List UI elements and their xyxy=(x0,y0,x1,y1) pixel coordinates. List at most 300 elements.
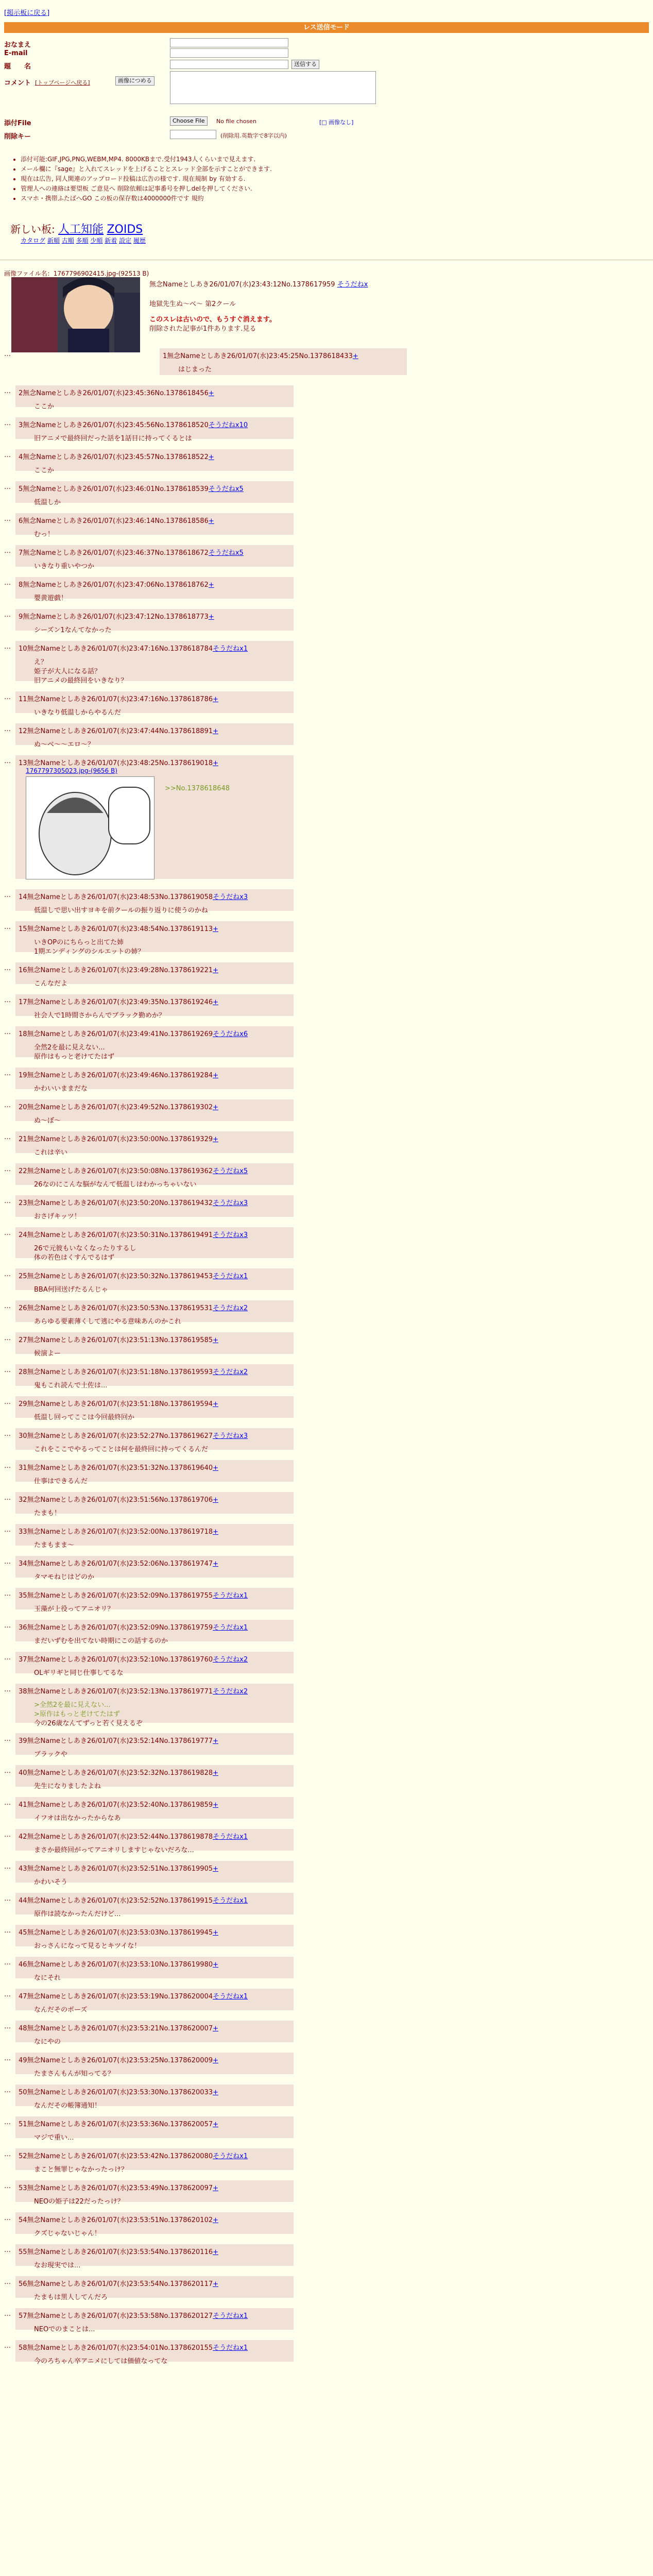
reply-name: 無念Nameとしあき xyxy=(27,2184,87,2192)
sodane-button[interactable]: + xyxy=(213,1072,219,1079)
reply-marker: … xyxy=(4,611,11,619)
reply-number: 28 xyxy=(19,1368,27,1376)
sodane-button[interactable]: そうだねx1 xyxy=(213,645,248,653)
sodane-button[interactable]: + xyxy=(213,2216,219,2224)
reply-line: 26なのにこんな脳がなんて低温しはわかっちゃいない xyxy=(34,1181,197,1189)
reply-marker: … xyxy=(4,1366,11,1374)
reply-timestamp[interactable]: 26/01/07(水)23:52:13No.1378619771 xyxy=(87,1688,213,1696)
reply-header xyxy=(19,2246,290,2256)
reply-body xyxy=(34,740,290,750)
reply-body xyxy=(34,2070,290,2079)
reply-timestamp[interactable]: 26/01/07(水)23:51:18No.1378619593 xyxy=(87,1368,213,1376)
reply-marker: … xyxy=(4,2246,11,2254)
sodane-button[interactable]: + xyxy=(208,613,214,621)
reply-number: 1 xyxy=(163,352,167,360)
reply-body xyxy=(34,466,290,476)
sodane-button[interactable]: + xyxy=(213,2089,219,2096)
sodane-button[interactable]: + xyxy=(213,998,219,1006)
reply-number: 15 xyxy=(19,925,27,933)
reply-marker: … xyxy=(4,2310,11,2318)
sodane-button[interactable]: + xyxy=(208,389,214,397)
sort-few-link[interactable]: 少順 xyxy=(90,237,103,244)
reply-body xyxy=(34,708,290,718)
reply-header xyxy=(19,2278,290,2288)
reply-number: 35 xyxy=(19,1592,27,1600)
sodane-button[interactable]: そうだねx5 xyxy=(213,1167,248,1175)
sodane-button[interactable]: + xyxy=(213,2280,219,2288)
reply-line: おっさんになって見るとキツイな！ xyxy=(34,1942,141,1950)
reply-timestamp[interactable]: 26/01/07(水)23:47:16No.1378618786 xyxy=(87,696,213,703)
reply-post xyxy=(15,513,294,538)
reply-post xyxy=(15,889,294,914)
reply-body xyxy=(34,2293,290,2302)
reply-name: 無念Nameとしあき xyxy=(27,1464,87,1472)
reply-marker: … xyxy=(4,1197,11,1205)
sodane-button[interactable]: そうだねx3 xyxy=(213,893,248,901)
reply-timestamp[interactable]: 26/01/07(水)23:51:56No.1378619706 xyxy=(87,1496,213,1504)
reply-line: BBA何回送げたるんじゃ xyxy=(34,1286,108,1294)
sodane-button[interactable]: + xyxy=(213,2057,219,2064)
reply-post xyxy=(15,1588,294,1613)
reply-timestamp[interactable]: 26/01/07(水)23:45:57No.1378618522 xyxy=(82,453,209,461)
sodane-button[interactable]: そうだねx6 xyxy=(213,1030,248,1038)
reply-name: 無念Nameとしあき xyxy=(27,1656,87,1664)
reply-timestamp[interactable]: 26/01/07(水)23:50:31No.1378619491 xyxy=(87,1231,213,1239)
reply-timestamp[interactable]: 26/01/07(水)23:51:13No.1378619585 xyxy=(87,1336,213,1344)
reply-timestamp[interactable]: 26/01/07(水)23:52:09No.1378619759 xyxy=(87,1624,213,1632)
sodane-button[interactable]: + xyxy=(213,2248,219,2256)
reply-post xyxy=(15,1099,294,1125)
reply-number: 17 xyxy=(19,998,27,1006)
reply-body xyxy=(34,1244,290,1263)
reply-body xyxy=(34,1750,290,1759)
reply-header xyxy=(19,2214,290,2224)
reply-line: 体の若色はくすんでるはず xyxy=(34,1254,115,1262)
reply-number: 20 xyxy=(19,1104,27,1111)
reply-header xyxy=(19,1494,290,1504)
reply-timestamp[interactable]: 26/01/07(水)23:50:20No.1378619432 xyxy=(87,1199,213,1207)
reply-timestamp[interactable]: 26/01/07(水)23:52:51No.1378619905 xyxy=(87,1865,213,1873)
reply-body xyxy=(34,1974,290,1983)
reply-line: 低温しか xyxy=(34,499,61,506)
reply-name: 無念Nameとしあき xyxy=(27,2248,87,2256)
reply-timestamp[interactable]: 26/01/07(水)23:46:14No.1378618586 xyxy=(82,517,209,525)
reply-timestamp[interactable]: 26/01/07(水)23:52:06No.1378619747 xyxy=(87,1560,213,1568)
reply-body xyxy=(34,1814,290,1823)
reply-marker: … xyxy=(4,1070,11,1077)
reply-line: 低温しで思い出すヨキを前クールの振り返りに使うのかね xyxy=(34,907,208,914)
reply-body xyxy=(34,1445,290,1454)
reply-body xyxy=(34,594,290,603)
reply-timestamp[interactable]: 26/01/07(水)23:52:32No.1378619828 xyxy=(87,1769,213,1777)
reply-timestamp[interactable]: 26/01/07(水)23:50:32No.1378619453 xyxy=(87,1273,213,1280)
reply-name: 無念Nameとしあき xyxy=(27,2312,87,2320)
reply-body xyxy=(34,2006,290,2015)
reply-name: 無念Nameとしあき xyxy=(27,1929,87,1937)
reply-number: 54 xyxy=(19,2216,27,2224)
reply-marker: … xyxy=(4,1558,11,1566)
reply-timestamp[interactable]: 26/01/07(水)23:53:54No.1378620117 xyxy=(87,2280,213,2288)
recent-link[interactable]: 新着 xyxy=(105,237,117,244)
reply-timestamp[interactable]: 26/01/07(水)23:53:03No.1378619945 xyxy=(87,1929,213,1937)
sodane-button[interactable]: + xyxy=(213,1464,219,1472)
sodane-button[interactable]: + xyxy=(213,967,219,974)
reply-post xyxy=(15,385,294,411)
sodane-button[interactable]: そうだねx2 xyxy=(213,1688,248,1696)
reply-number: 26 xyxy=(19,1304,27,1312)
reply-header xyxy=(19,2023,290,2032)
reply-timestamp[interactable]: 26/01/07(水)23:46:01No.1378618539 xyxy=(82,485,209,493)
reply-timestamp[interactable]: 26/01/07(水)23:53:51No.1378620102 xyxy=(87,2216,213,2224)
sodane-button[interactable]: + xyxy=(213,2025,219,2032)
reply-line: OLギリギと同じ仕事してるな xyxy=(34,1669,124,1677)
op-image[interactable] xyxy=(11,277,140,352)
reply-line: なにやの xyxy=(34,2038,61,2046)
sodane-button[interactable]: そうだねx3 xyxy=(213,1199,248,1207)
comment-textarea[interactable] xyxy=(170,71,376,104)
sodane-button[interactable]: + xyxy=(352,352,358,360)
sodane-button[interactable]: そうだねx3 xyxy=(213,1432,248,1440)
reply-number: 33 xyxy=(19,1528,27,1536)
sodane-button[interactable]: + xyxy=(213,1737,219,1745)
reply-header xyxy=(19,1229,290,1239)
catalog-link[interactable]: カタログ xyxy=(21,237,46,244)
reply-post xyxy=(15,1893,294,1918)
reply-line: 鬼もこれ読んで土佐は... xyxy=(34,1382,108,1389)
reply-line: 26で元彼もいなくなったりするし xyxy=(34,1245,136,1252)
sodane-button[interactable]: + xyxy=(213,1560,219,1568)
comment-image-button[interactable]: 画像につめる xyxy=(115,76,154,86)
reply-marker: … xyxy=(4,2342,11,2350)
reply-timestamp[interactable]: 26/01/07(水)23:48:53No.1378619058 xyxy=(87,893,213,901)
reply-header xyxy=(19,483,290,493)
reply-post xyxy=(15,449,294,474)
sodane-button[interactable]: そうだねx1 xyxy=(213,2153,248,2160)
reply-timestamp[interactable]: 26/01/07(水)23:47:12No.1378618773 xyxy=(82,613,209,621)
reply-body xyxy=(34,434,290,444)
file-choose-button[interactable]: Choose File xyxy=(170,116,208,126)
reply-timestamp[interactable]: 26/01/07(水)23:45:36No.1378618456 xyxy=(82,389,209,397)
sodane-button[interactable]: そうだねx2 xyxy=(213,1656,248,1664)
reply-line: 原作はもっと老けてたはず xyxy=(34,1053,115,1061)
sodane-button[interactable]: + xyxy=(213,696,219,703)
new-board-link-ai[interactable]: 人工知能 xyxy=(58,223,104,236)
note-item: • 現在は広告, 同人関連のアップロード投稿は広告の様です. 現在規制 by 有効する. xyxy=(21,174,272,184)
reply-timestamp[interactable]: 26/01/07(水)23:53:58No.1378620127 xyxy=(87,2312,213,2320)
reply-post xyxy=(15,417,294,443)
reply-timestamp[interactable]: 26/01/07(水)23:49:46No.1378619284 xyxy=(87,1072,213,1079)
reply-line: 今の26歳なんてずっと若く見えるぞ xyxy=(34,1720,143,1727)
sodane-button[interactable]: + xyxy=(213,1104,219,1111)
reply-marker: … xyxy=(4,419,11,427)
reply-timestamp[interactable]: 26/01/07(水)23:47:16No.1378618784 xyxy=(87,645,213,653)
sodane-button[interactable]: + xyxy=(208,517,214,525)
reply-post xyxy=(15,2212,294,2238)
sort-new-link[interactable]: 新順 xyxy=(47,237,60,244)
reply-marker: … xyxy=(4,2150,11,2158)
sodane-button[interactable]: そうだねx2 xyxy=(213,1368,248,1376)
reply-name: 無念Nameとしあき xyxy=(27,1801,87,1809)
sodane-button[interactable]: + xyxy=(213,2184,219,2192)
reply-body xyxy=(34,1942,290,1951)
reply-timestamp[interactable]: 26/01/07(水)23:53:10No.1378619980 xyxy=(87,1961,213,1969)
reply-name: 無念Nameとしあき xyxy=(27,2089,87,2096)
reply-timestamp[interactable]: 26/01/07(水)23:49:41No.1378619269 xyxy=(87,1030,213,1038)
reply-timestamp[interactable]: 26/01/07(水)23:49:35No.1378619246 xyxy=(87,998,213,1006)
sodane-button[interactable]: そうだねx1 xyxy=(213,2344,248,2352)
reply-body xyxy=(34,1846,290,1855)
reply-timestamp[interactable]: 26/01/07(水)23:49:28No.1378619221 xyxy=(87,967,213,974)
new-board-prefix: 新しい板: xyxy=(10,223,55,235)
reply-number: 24 xyxy=(19,1231,27,1239)
reply-body xyxy=(34,1116,290,1126)
board-notes xyxy=(21,155,272,204)
reply-timestamp[interactable]: 26/01/07(水)23:50:08No.1378619362 xyxy=(87,1167,213,1175)
reply-name: 無念Nameとしあき xyxy=(23,389,83,397)
reply-marker: … xyxy=(4,350,11,358)
reply-header xyxy=(19,693,290,703)
reply-timestamp[interactable]: 26/01/07(水)23:45:25No.1378618433 xyxy=(227,352,353,360)
sodane-button[interactable]: + xyxy=(213,925,219,933)
reply-name: 無念Nameとしあき xyxy=(23,453,83,461)
reply-name: 無念Nameとしあき xyxy=(27,1624,87,1632)
sodane-button[interactable]: + xyxy=(208,453,214,461)
reply-marker: … xyxy=(4,1831,11,1839)
reply-marker: … xyxy=(4,996,11,1004)
reply-timestamp[interactable]: 26/01/07(水)23:52:40No.1378619859 xyxy=(87,1801,213,1809)
reply-marker: … xyxy=(4,725,11,733)
sodane-button[interactable]: そうだねx1 xyxy=(213,1273,248,1280)
reply-header xyxy=(19,1959,290,1969)
reply-name: 無念Nameとしあき xyxy=(27,1688,87,1696)
reply-body xyxy=(34,2197,290,2207)
reply-marker: … xyxy=(4,1654,11,1662)
reply-post xyxy=(15,1684,294,1727)
reply-name: 無念Nameとしあき xyxy=(23,581,83,589)
reply-timestamp[interactable]: 26/01/07(水)23:51:32No.1378619640 xyxy=(87,1464,213,1472)
comment-top-link[interactable]: [トップページへ戻る] xyxy=(35,79,90,86)
reply-marker: … xyxy=(4,1863,11,1871)
reply-marker: … xyxy=(4,923,11,931)
reply-number: 2 xyxy=(19,389,23,397)
reply-timestamp[interactable]: 26/01/07(水)23:52:52No.1378619915 xyxy=(87,1897,213,1905)
new-board-link-zoids[interactable]: ZOIDS xyxy=(107,223,143,236)
reply-timestamp[interactable]: 26/01/07(水)23:50:00No.1378619329 xyxy=(87,1136,213,1143)
reply-name: 無念Nameとしあき xyxy=(27,1961,87,1969)
reply-post xyxy=(15,1026,294,1061)
reply-marker: … xyxy=(4,757,11,765)
sodane-button[interactable]: + xyxy=(213,1929,219,1937)
reply-body xyxy=(34,1637,290,1646)
reply-name: 無念Nameとしあき xyxy=(23,421,83,429)
reply-quote: >>No.1378618648 xyxy=(165,785,230,792)
reply-number: 41 xyxy=(19,1801,27,1809)
reply-post xyxy=(15,1227,294,1262)
reply-timestamp[interactable]: 26/01/07(水)23:47:44No.1378618891 xyxy=(87,727,213,735)
reply-post xyxy=(15,1829,294,1854)
reply-timestamp[interactable]: 26/01/07(水)23:46:37No.1378618672 xyxy=(82,549,209,557)
reply-line: かわいいままだな xyxy=(34,1085,88,1093)
sodane-button[interactable]: + xyxy=(213,1769,219,1777)
sodane-button[interactable]: + xyxy=(213,727,219,735)
sort-old-link[interactable]: 古順 xyxy=(61,237,74,244)
op-post xyxy=(149,280,368,334)
reply-timestamp[interactable]: 26/01/07(水)23:53:54No.1378620116 xyxy=(87,2248,213,2256)
reply-header xyxy=(19,2150,290,2160)
reply-body xyxy=(34,1477,290,1486)
reply-timestamp[interactable]: 26/01/07(水)23:51:18No.1378619594 xyxy=(87,1400,213,1408)
note-item: • 添付可能:GIF,JPG,PNG,WEBM,MP4. 8000KBまで.受付1943人くらいまで見えます. xyxy=(21,155,272,164)
subject-input[interactable] xyxy=(170,60,288,69)
reply-body xyxy=(34,1573,290,1582)
op-sodane-button[interactable]: そうだねx xyxy=(337,281,368,289)
reply-line: こんなだよ xyxy=(34,980,68,988)
sodane-button[interactable]: + xyxy=(213,1801,219,1809)
sodane-button[interactable]: + xyxy=(213,2121,219,2128)
reply-timestamp[interactable]: 26/01/07(水)23:52:27No.1378619627 xyxy=(87,1432,213,1440)
sodane-button[interactable]: + xyxy=(213,759,219,767)
reply-timestamp[interactable]: 26/01/07(水)23:53:30No.1378620033 xyxy=(87,2089,213,2096)
sodane-button[interactable]: + xyxy=(213,1528,219,1536)
reply-body xyxy=(34,1381,290,1391)
thread-file-info[interactable]: 画像ファイル名：1767796902415.jpg-(92513 B) xyxy=(4,270,149,277)
sodane-button[interactable]: そうだねx1 xyxy=(213,1624,248,1632)
reply-number: 7 xyxy=(19,549,23,557)
sort-many-link[interactable]: 多順 xyxy=(76,237,89,244)
reply-header xyxy=(19,1398,290,1408)
delkey-input[interactable] xyxy=(170,130,216,139)
sodane-button[interactable]: そうだねx1 xyxy=(213,1592,248,1600)
reply-line: むっ！ xyxy=(34,531,55,538)
sodane-button[interactable]: そうだねx2 xyxy=(213,1304,248,1312)
reply-name: 無念Nameとしあき xyxy=(27,1400,87,1408)
reply-post xyxy=(15,641,294,685)
top-spacer xyxy=(0,0,653,5)
reply-body xyxy=(34,1605,290,1614)
reply-image[interactable] xyxy=(26,776,154,879)
reply-timestamp[interactable]: 26/01/07(水)23:53:25No.1378620009 xyxy=(87,2057,213,2064)
reply-number: 55 xyxy=(19,2248,27,2256)
reply-timestamp[interactable]: 26/01/07(水)23:49:52No.1378619302 xyxy=(87,1104,213,1111)
reply-line: え？ xyxy=(34,658,48,666)
sodane-button[interactable]: + xyxy=(213,1336,219,1344)
sodane-button[interactable]: そうだねx3 xyxy=(213,1231,248,1239)
reply-post xyxy=(15,1989,294,2014)
reply-body xyxy=(34,1317,290,1327)
sodane-button[interactable]: + xyxy=(213,1496,219,1504)
back-to-board-link[interactable]: [掲示板に戻る] xyxy=(4,9,50,17)
reply-number: 48 xyxy=(19,2025,27,2032)
reply-line: 1期エンディングのシルエットの姉？ xyxy=(34,948,145,956)
reply-name: 無念Nameとしあき xyxy=(27,998,87,1006)
sodane-button[interactable]: そうだねx10 xyxy=(208,421,248,429)
reply-marker: … xyxy=(4,387,11,395)
sodane-button[interactable]: そうだねx5 xyxy=(208,549,244,557)
reply-timestamp[interactable]: 26/01/07(水)23:52:00No.1378619718 xyxy=(87,1528,213,1536)
reply-body xyxy=(34,1782,290,1791)
reply-number: 18 xyxy=(19,1030,27,1038)
reply-timestamp[interactable]: 26/01/07(水)23:52:14No.1378619777 xyxy=(87,1737,213,1745)
sodane-button[interactable]: + xyxy=(213,1136,219,1143)
reply-number: 22 xyxy=(19,1167,27,1175)
sodane-button[interactable]: そうだねx5 xyxy=(208,485,244,493)
sodane-button[interactable]: そうだねx1 xyxy=(213,1993,248,2001)
email-input[interactable] xyxy=(170,48,288,58)
reply-quote-line: >原作はもっと老けてたはず xyxy=(34,1710,120,1718)
reply-name: 無念Nameとしあき xyxy=(27,1336,87,1344)
reply-marker: … xyxy=(4,1735,11,1743)
reply-form xyxy=(4,37,416,150)
settings-link[interactable]: 設定 xyxy=(119,237,132,244)
sodane-button[interactable]: そうだねx1 xyxy=(213,1833,248,1841)
reply-name: 無念Nameとしあき xyxy=(27,1273,87,1280)
reply-body xyxy=(34,1349,290,1359)
reply-timestamp[interactable]: 26/01/07(水)23:52:44No.1378619878 xyxy=(87,1833,213,1841)
reply-post xyxy=(15,2276,294,2301)
reply-timestamp[interactable]: 26/01/07(水)23:48:54No.1378619113 xyxy=(87,925,213,933)
reply-body xyxy=(34,1669,290,1678)
reply-timestamp[interactable]: 26/01/07(水)23:53:19No.1378620004 xyxy=(87,1993,213,2001)
reply-header xyxy=(19,1622,290,1632)
reply-header xyxy=(19,1895,290,1905)
reply-timestamp[interactable]: 26/01/07(水)23:50:53No.1378619531 xyxy=(87,1304,213,1312)
reply-timestamp[interactable]: 26/01/07(水)23:47:06No.1378618762 xyxy=(82,581,209,589)
reply-line: 今のろちゃん卒アニメにしては価値なってな xyxy=(34,2358,168,2365)
reply-timestamp[interactable]: 26/01/07(水)23:45:56No.1378618520 xyxy=(82,421,209,429)
sodane-button[interactable]: そうだねx1 xyxy=(213,2312,248,2320)
reply-marker: … xyxy=(4,1133,11,1141)
reply-timestamp[interactable]: 26/01/07(水)23:53:21No.1378620007 xyxy=(87,2025,213,2032)
submit-button[interactable]: 送信する xyxy=(291,60,319,69)
reply-file-link[interactable]: 1767797305023.jpg-(9656 B) xyxy=(26,767,117,774)
reply-post xyxy=(15,1861,294,1886)
reply-marker: … xyxy=(4,2278,11,2286)
op-deleted-notice: 削除された記事が1件あります.見る xyxy=(149,325,256,333)
reply-header xyxy=(19,964,290,974)
reply-header xyxy=(19,1767,290,1777)
reply-timestamp[interactable]: 26/01/07(水)23:48:25No.1378619018 xyxy=(87,759,213,767)
name-input[interactable] xyxy=(170,38,288,47)
reply-header xyxy=(19,1590,290,1600)
reply-timestamp[interactable]: 26/01/07(水)23:52:09No.1378619755 xyxy=(87,1592,213,1600)
reply-number: 4 xyxy=(19,453,23,461)
reply-timestamp[interactable]: 26/01/07(水)23:54:01No.1378620155 xyxy=(87,2344,213,2352)
reply-name: 無念Nameとしあき xyxy=(23,613,83,621)
sodane-button[interactable]: そうだねx1 xyxy=(213,1897,248,1905)
reply-body xyxy=(34,1084,290,1094)
reply-number: 37 xyxy=(19,1656,27,1664)
sodane-button[interactable]: + xyxy=(213,1400,219,1408)
reply-line: これをここでやるってことは何を最終回に持ってくるんだ xyxy=(34,1446,209,1453)
reply-header xyxy=(19,1334,290,1344)
sodane-button[interactable]: + xyxy=(208,581,214,589)
history-link[interactable]: 履歴 xyxy=(133,237,146,244)
reply-number: 29 xyxy=(19,1400,27,1408)
reply-timestamp[interactable]: 26/01/07(水)23:53:36No.1378620057 xyxy=(87,2121,213,2128)
reply-name: 無念Nameとしあき xyxy=(27,2153,87,2160)
reply-body xyxy=(34,2133,290,2143)
no-image-checkbox[interactable]: [□ 画像なし] xyxy=(319,119,354,126)
reply-timestamp[interactable]: 26/01/07(水)23:52:10No.1378619760 xyxy=(87,1656,213,1664)
reply-body xyxy=(34,626,290,635)
sodane-button[interactable]: + xyxy=(213,1961,219,1969)
reply-name: 無念Nameとしあき xyxy=(27,1368,87,1376)
reply-line: 嬰黄遊戯！ xyxy=(34,595,68,602)
reply-timestamp[interactable]: 26/01/07(水)23:53:49No.1378620097 xyxy=(87,2184,213,2192)
reply-header xyxy=(19,1302,290,1312)
sodane-button[interactable]: + xyxy=(213,1865,219,1873)
reply-timestamp[interactable]: 26/01/07(水)23:53:42No.1378620080 xyxy=(87,2153,213,2160)
